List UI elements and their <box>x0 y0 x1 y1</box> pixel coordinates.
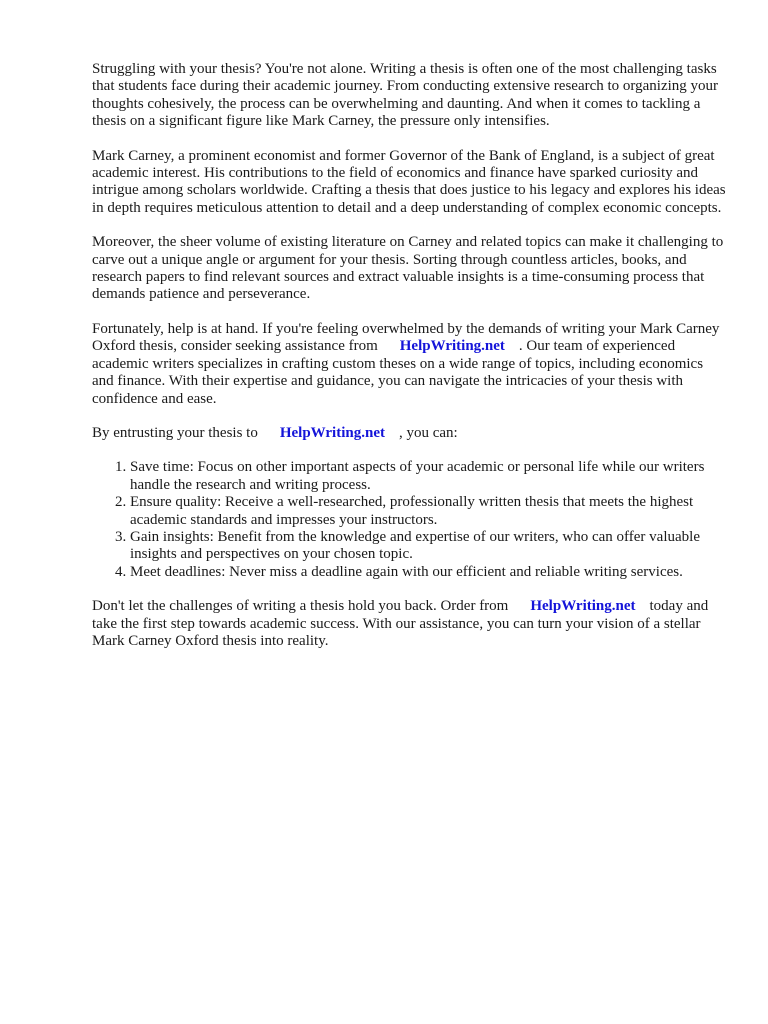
entrust-text-before: By entrusting your thesis to <box>92 424 258 441</box>
helpwriting-link-1[interactable]: HelpWriting.net <box>399 338 505 355</box>
entrust-text-after: , you can: <box>398 424 458 441</box>
literature-paragraph: Moreover, the sheer volume of existing literature on Carney and related topics can make it challenging to carve out a unique angle or argument for your thesis. Sorting through countless articles, books, and research papers to find relevant sources and extract valuable insights is a time-consuming process that demands patience and perseverance. <box>92 234 724 303</box>
help-paragraph-text-before: Fortunately, help is at hand. If you're feeling overwhelmed by the demands of writing your Mark Carney Oxford thesis, consider seeking assistance from <box>92 320 720 355</box>
help-paragraph-text-after: . Our team of experienced academic writers specializes in crafting custom theses on a wide range of topics, including economics and finance. With their expertise and guidance, you can navigate the intricacies of your thesis with confidence and ease. <box>92 338 704 407</box>
list-item: 3. Gain insights: Benefit from the knowledge and expertise of our writers, who can offer valuable insights and perspectives on your chosen topic. <box>130 529 728 564</box>
list-item: 1. Save time: Focus on other important aspects of your academic or personal life while our writers handle the research and writing process. <box>130 459 728 494</box>
entrust-paragraph <box>92 425 728 442</box>
list-item: 4. Meet deadlines: Never miss a deadline again with our efficient and reliable writing services. <box>130 564 728 581</box>
intro-paragraph: Struggling with your thesis? You're not alone. Writing a thesis is often one of the most challenging tasks that students face during their academic journey. From conducting extensive research to organizing your thoughts cohesively, the process can be overwhelming and daunting. And when it comes to tackling a thesis on a significant figure like Mark Carney, the pressure only intensifies. <box>92 61 719 130</box>
carney-paragraph: Mark Carney, a prominent economist and former Governor of the Bank of England, is a subject of great academic interest. His contributions to the field of economics and finance have sparked curiosity and intrigue among scholars worldwide. Crafting a thesis that does justice to his legacy and explores his ideas in depth requires meticulous attention to detail and a deep understanding of complex economic concepts. <box>92 147 726 216</box>
benefits-list <box>92 459 728 581</box>
helpwriting-link-3[interactable]: HelpWriting.net <box>530 598 636 615</box>
closing-paragraph <box>92 598 728 650</box>
closing-text-before: Don't let the challenges of writing a thesis hold you back. Order from <box>92 598 509 615</box>
list-item: 2. Ensure quality: Receive a well-researched, professionally written thesis that meets the highest academic standards and impresses your instructors. <box>130 494 728 529</box>
help-paragraph <box>92 321 728 408</box>
helpwriting-link-2[interactable]: HelpWriting.net <box>279 424 385 441</box>
closing-text-after: today and take the first step towards academic success. With our assistance, you can turn your vision of a stellar Mark Carney Oxford thesis into reality. <box>92 598 709 649</box>
